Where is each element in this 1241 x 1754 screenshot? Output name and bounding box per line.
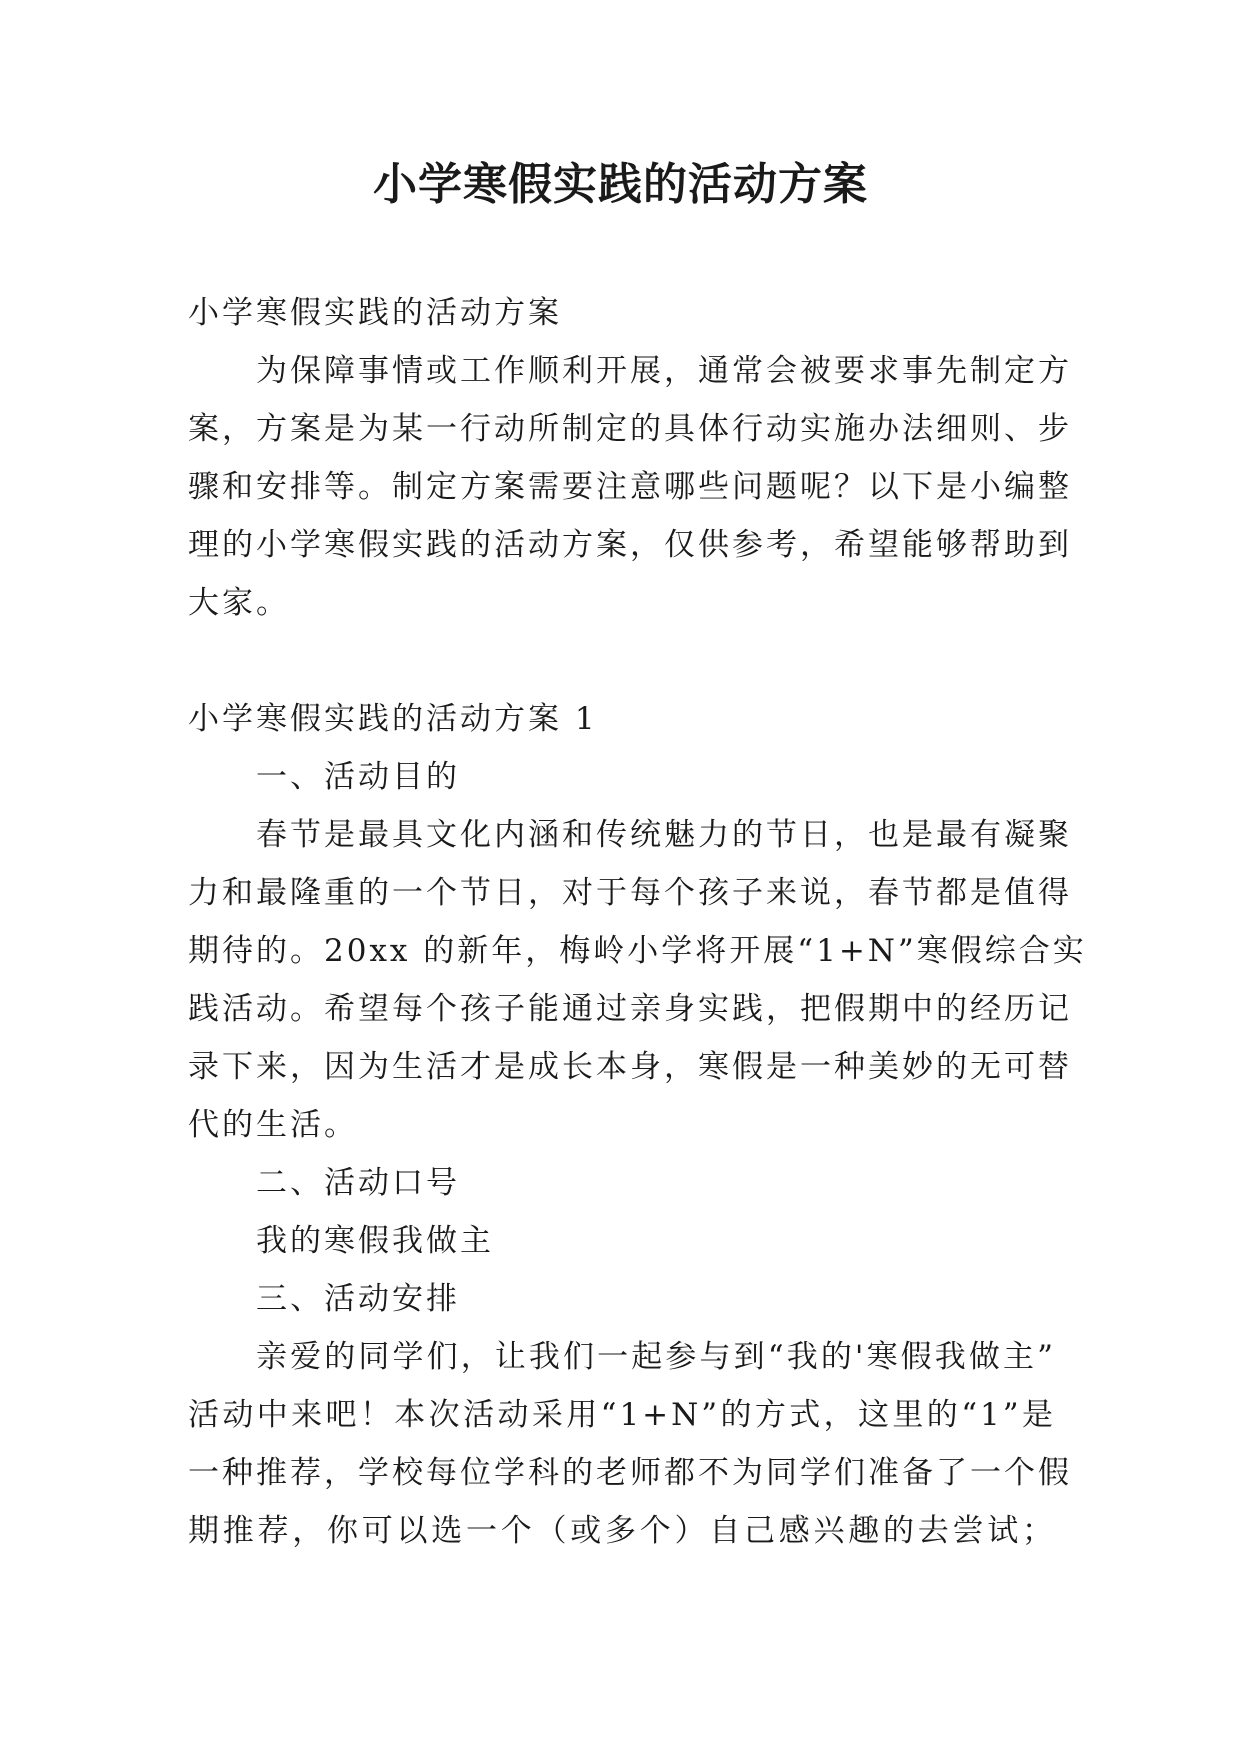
slogan-heading: 二、活动口号 [256,1165,460,1201]
purpose-line: 录下来，因为生活才是成长本身，寒假是一种美妙的无可替 [188,1049,1072,1085]
purpose-line: 践活动。希望每个孩子能通过亲身实践，把假期中的经历记 [188,991,1072,1027]
purpose-heading: 一、活动目的 [256,759,460,795]
intro-line: 案，方案是为某一行动所制定的具体行动实施办法细则、步 [188,411,1072,447]
purpose-line: 力和最隆重的一个节日，对于每个孩子来说，春节都是值得 [188,875,1072,911]
arrangement-paragraph [188,1328,1072,1560]
intro-line: 理的小学寒假实践的活动方案，仅供参考，希望能够帮助到 [188,527,1072,563]
arrangement-line: 期推荐，你可以选一个（或多个）自己感兴趣的去尝试； [188,1513,1056,1549]
document-subtitle: 小学寒假实践的活动方案 [188,295,562,331]
purpose-line: 代的生活。 [188,1107,358,1143]
paragraph-gap [188,632,1056,690]
intro-line: 骤和安排等。制定方案需要注意哪些问题呢？以下是小编整 [188,469,1072,505]
arrangement-line: 一种推荐，学校每位学科的老师都不为同学们准备了一个假 [188,1455,1072,1491]
purpose-paragraph [188,806,1087,1154]
intro-line: 为保障事情或工作顺利开展，通常会被要求事先制定方 [256,353,1072,389]
arrangement-line: 活动中来吧！本次活动采用“1+N”的方式，这里的“1”是 [188,1397,1056,1433]
purpose-line: 春节是最具文化内涵和传统魅力的节日，也是最有凝聚 [256,817,1072,853]
intro-paragraph [188,342,1072,632]
document-title: 小学寒假实践的活动方案 [373,159,868,210]
intro-line: 大家。 [188,585,290,621]
arrangement-heading: 三、活动安排 [256,1281,460,1317]
document-body [188,284,1087,1560]
arrangement-line: 亲爱的同学们，让我们一起参与到“我的'寒假我做主” [256,1339,1056,1375]
purpose-line: 期待的。20xx 的新年，梅岭小学将开展“1+N”寒假综合实 [188,933,1087,969]
section-heading: 小学寒假实践的活动方案 1 [188,701,598,737]
slogan-text: 我的寒假我做主 [256,1223,494,1259]
